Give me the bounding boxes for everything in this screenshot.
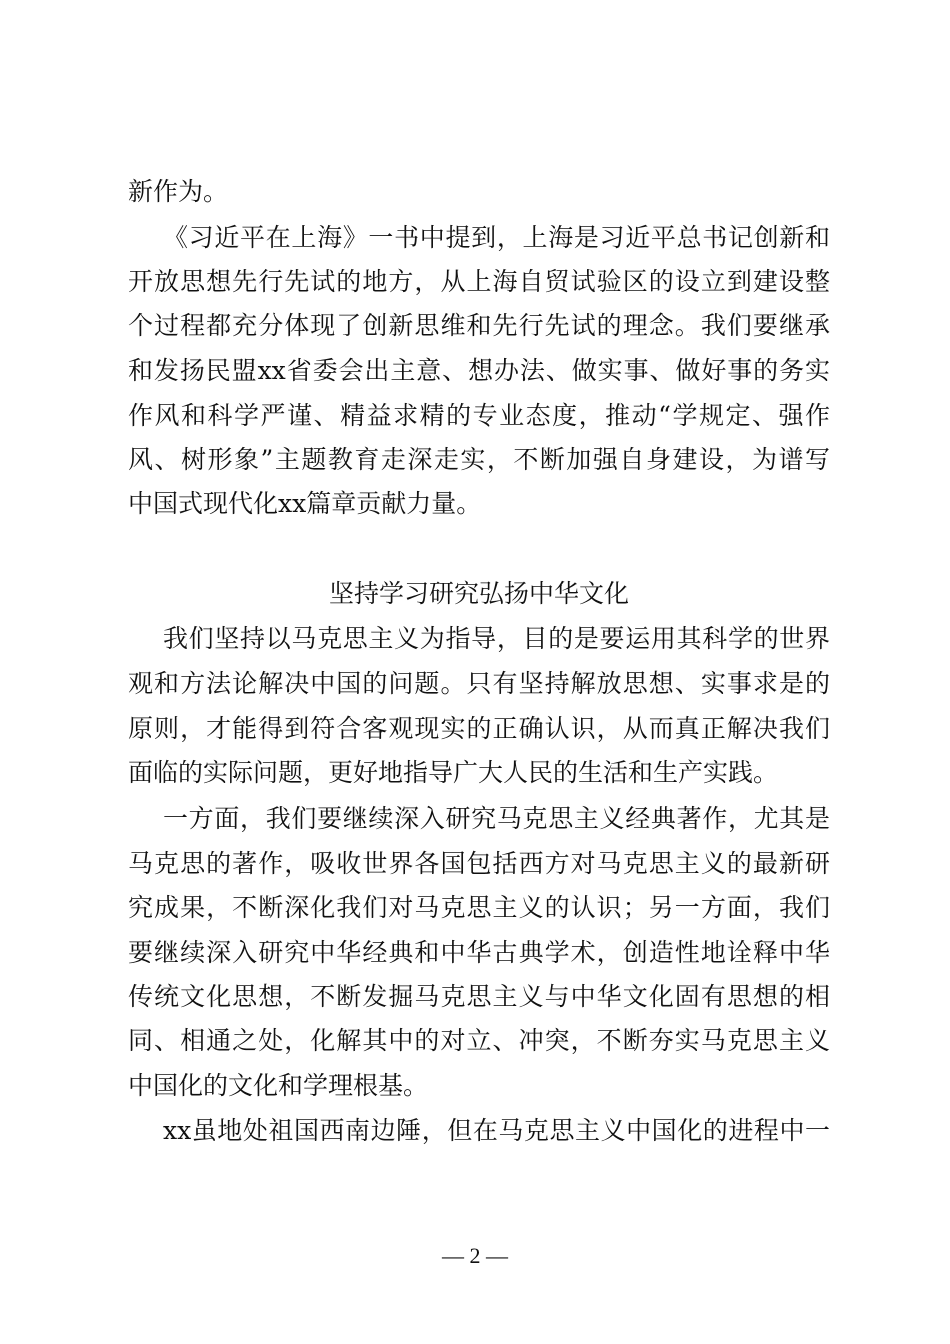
text-line: 《习近平在上海》一书中提到，上海是习近平总书记创新和 <box>163 223 830 252</box>
section-heading: 坚持学习研究弘扬中华文化 <box>328 579 629 608</box>
text-line: 同、相通之处，化解其中的对立、冲突，不断夯实马克思主义 <box>128 1026 830 1055</box>
page-number: — 2 — <box>442 1243 508 1268</box>
text-line: xx虽地处祖国西南边陲，但在马克思主义中国化的进程中一 <box>163 1116 830 1145</box>
text-line: 传统文化思想，不断发掘马克思主义与中华文化固有思想的相 <box>128 982 830 1011</box>
text-line: 原则，才能得到符合客观现实的正确认识，从而真正解决我们 <box>128 714 830 743</box>
text-line: 新作为。 <box>128 177 229 206</box>
text-line: 面临的实际问题，更好地指导广大人民的生活和生产实践。 <box>128 758 779 787</box>
text-line: 马克思的著作，吸收世界各国包括西方对马克思主义的最新研 <box>128 849 830 878</box>
text-line: 和发扬民盟xx省委会出主意、想办法、做实事、做好事的务实 <box>128 356 830 385</box>
text-line: 中国式现代化xx篇章贡献力量。 <box>128 489 482 518</box>
text-line: 观和方法论解决中国的问题。只有坚持解放思想、实事求是的 <box>128 669 830 698</box>
text-line: 风、树形象”主题教育走深走实，不断加强自身建设，为谱写 <box>128 445 830 474</box>
text-line: 开放思想先行先试的地方，从上海自贸试验区的设立到建设整 <box>128 267 830 296</box>
text-line: 究成果，不断深化我们对马克思主义的认识；另一方面，我们 <box>128 893 830 922</box>
text-line: 作风和科学严谨、精益求精的专业态度，推动“学规定、强作 <box>128 401 830 430</box>
text-line: 一方面，我们要继续深入研究马克思主义经典著作，尤其是 <box>163 804 830 833</box>
text-line: 个过程都充分体现了创新思维和先行先试的理念。我们要继承 <box>128 311 830 340</box>
text-line: 我们坚持以马克思主义为指导，目的是要运用其科学的世界 <box>163 624 830 653</box>
text-line: 中国化的文化和学理根基。 <box>128 1071 429 1100</box>
text-line: 要继续深入研究中华经典和中华古典学术，创造性地诠释中华 <box>128 938 830 967</box>
